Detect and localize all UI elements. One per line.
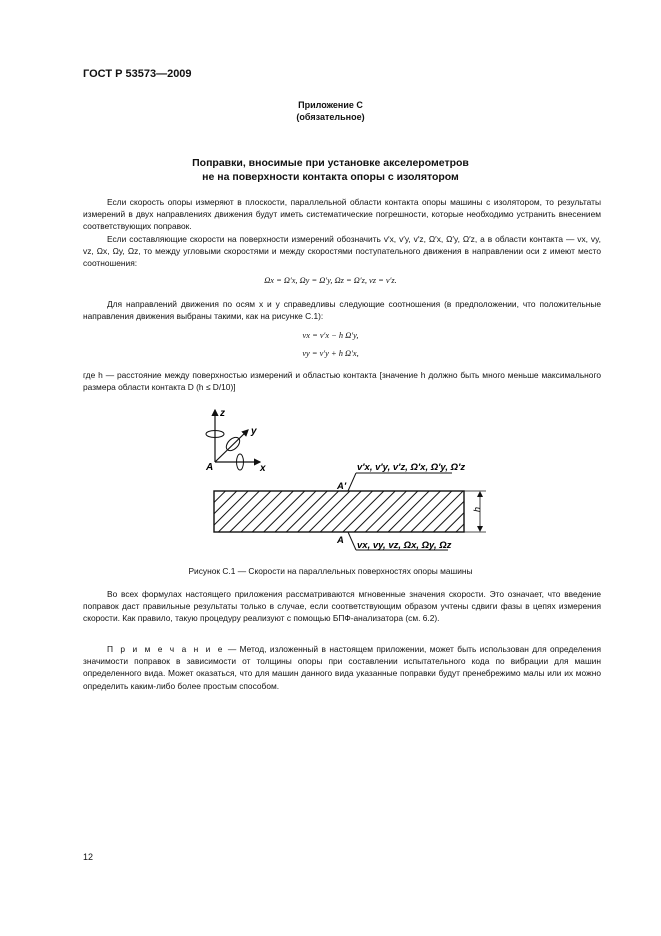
formula-angular: Ωx = Ω′x, Ωy = Ω′y, Ωz = Ω′z, vz = v′z. [264, 276, 397, 285]
formula-vy: vy = v′y + h Ω′x, [302, 349, 359, 358]
page-number: 12 [83, 852, 94, 862]
y-axis-label: y [251, 426, 257, 437]
thickness-dimension [464, 491, 486, 532]
paragraph-5: Во всех формулах настоящего приложения рассматриваются мгновенные значения скорости. Это означает, что введение поправок даст правильные результаты только в случае, если соответствующим образом учтены сдвиги фазы в цепях измерения скорости. Как правило, такую процедуру реализуют с помощью БПФ-анализатора (см. 6.2). [83, 589, 601, 624]
top-point-label: A′ [337, 481, 347, 492]
note-label: П р и м е ч а н и е [107, 644, 225, 654]
title-line-2: не на поверхности контакта опоры с изолятором [202, 171, 459, 183]
origin-label: A [206, 462, 214, 473]
bottom-contact-point [336, 532, 452, 551]
z-axis-label: z [220, 408, 225, 419]
x-axis-label: x [260, 463, 266, 474]
support-plate [214, 491, 464, 532]
figure-caption: Рисунок С.1 — Скорости на параллельных поверхностях опоры машины [188, 566, 473, 576]
figure-c1 [180, 400, 500, 560]
document-header: ГОСТ Р 53573—2009 [83, 68, 192, 80]
note [83, 643, 601, 692]
top-measurement-point [336, 462, 465, 492]
paragraph-2: Если составляющие скорости на поверхности измерений обозначить v′x, v′y, v′z, Ω′x, Ω′y, Ω′z, а в области контакта — vx, vy, vz, Ωx, Ωy, Ωz, то между угловыми скоростями и между скоростями поступательного движения в направлении оси z имеют место соотношения: [83, 234, 601, 269]
annex-label: Приложение С [298, 100, 363, 110]
paragraph-1: Если скорость опоры измеряют в плоскости, параллельной области контакта опоры машины с изолятором, то результаты измерений в двух направлениях движения будут иметь систематические погрешности, которые необходимо устранить внесением соответствующих поправок. [83, 197, 601, 232]
annex-title [60, 156, 601, 184]
formula-vx: vx = v′x − h Ω′y, [302, 331, 359, 340]
paragraph-4: где h — расстояние между поверхностью измерений и областью контакта [значение h должно быть много меньше максимального размера области контакта D (h ≤ D/10)] [83, 370, 601, 393]
bottom-point-label: A [337, 535, 344, 546]
top-velocities-label: v′x, v′y, v′z, Ω′x, Ω′y, Ω′z [357, 462, 466, 473]
note-text: — Метод, изложенный в настоящем приложении, может быть использован для определения значимости поправок в зависимости от толщины опоры при составлении испытательного кода по вибрации для машин определенного вида. Может оказаться, что для машин данного вида указанные поправки будут пренебрежимо малы или их можно определить каким-либо более простым способом. [83, 644, 601, 691]
title-line-1: Поправки, вносимые при установке акселерометров [192, 157, 469, 169]
thickness-label: h [472, 506, 482, 512]
annex-status: (обязательное) [296, 112, 365, 122]
annex-heading [60, 99, 601, 123]
bottom-velocities-label: vx, vy, vz, Ωx, Ωy, Ωz [357, 540, 452, 551]
paragraph-3: Для направлений движения по осям x и y справедливы следующие соотношения (в предположении, что положительные направления движения выбраны такими, как на рисунке С.1): [83, 299, 601, 322]
axes-diagram [205, 408, 266, 474]
